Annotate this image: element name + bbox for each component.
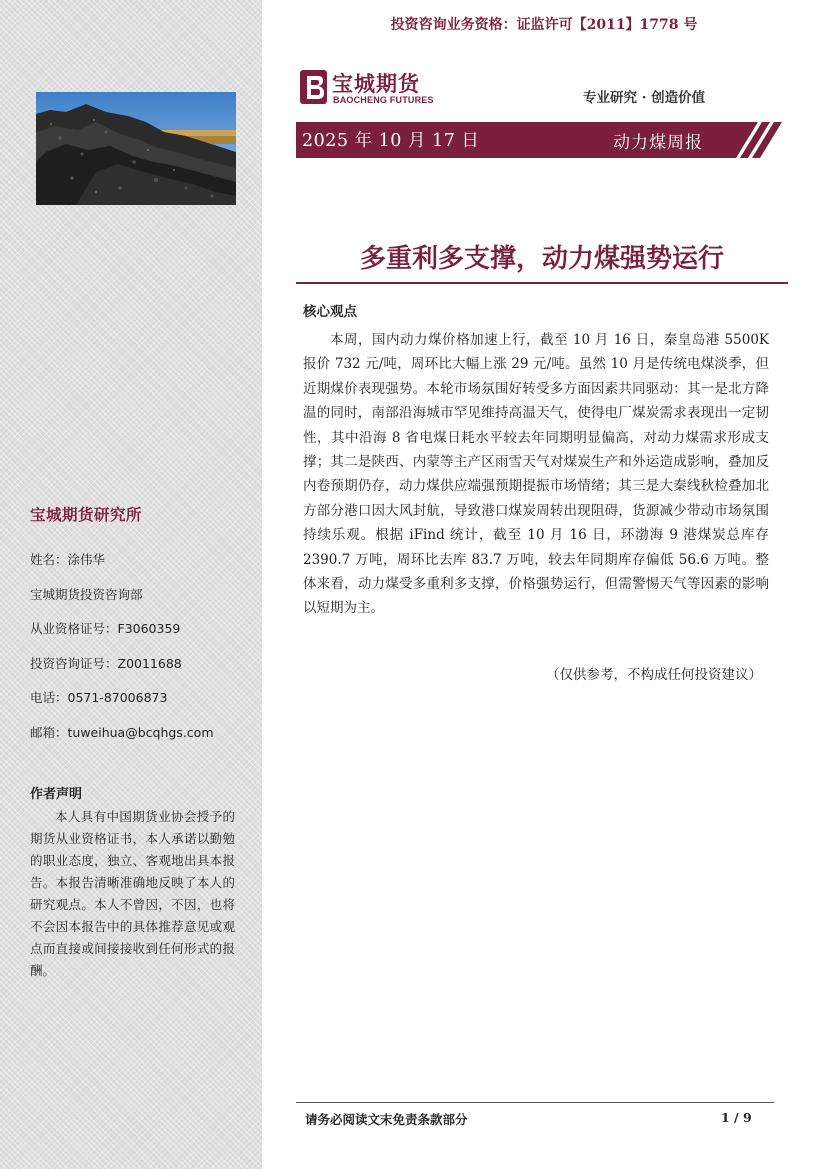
consulting-number: 投资咨询证号：Z0011688: [30, 655, 182, 671]
logo-english: BAOCHENG FUTURES: [333, 95, 434, 105]
disclaimer: （仅供参考，不构成任何投资建议）: [546, 667, 762, 683]
page-number: 1 / 9: [721, 1110, 752, 1125]
footer-note: 请务必阅读文末免责条款部分: [305, 1112, 468, 1127]
core-view-paragraph: 本周，国内动力煤价格加速上行，截至 10 月 16 日，秦皇岛港 5500K 报价 732 元/吨，周环比大幅上涨 29 元/吨。虽然 10 月是传统电煤淡季，但近期煤价表现强势。本轮市场氛围好转受多方面因素共同驱动：其一是北方降温的同时，南部沿海城市罕见维持高温天气，使得电厂煤炭需求表现出一定韧性，其中沿海 8 省电煤日耗水平较去年同期明显偏高，对动力煤需求形成支撑；其二是陕西、内蒙等主产区雨雪天气对煤炭生产和外运造成影响，叠加反内卷预期仍存，动力煤供应端强预期提振市场情绪；其三是大秦线秋检叠加北方部分港口因大风封航，导致港口煤炭周转出现阻碍，货源减少带动市场氛围持续乐观。根据 iFind 统计，截至 10 月 16 日，环渤海 9 港煤炭总库存 2390.7 万吨，周环比去库 83.7 万吨，较去年同期库存偏低 56.6 万吨。整体来看，动力煤受多重利多支撑，价格强势运行，但需警惕天气等因素的影响以短期为主。: [303, 332, 769, 617]
company-logo: [300, 68, 440, 110]
department: 宝城期货投资咨询部: [30, 586, 143, 602]
institute-name: 宝城期货研究所: [30, 506, 143, 524]
coal-pile-photo: [36, 92, 236, 205]
phone: 电话：0571-87006873: [30, 690, 168, 705]
baocheng-logo-icon: [300, 68, 328, 106]
report-type: 动力煤周报: [613, 133, 703, 153]
author-name: 姓名：涂伟华: [30, 552, 106, 567]
author-statement-title: 作者声明: [30, 787, 83, 802]
sidebar: [0, 0, 262, 1169]
contact-info: [30, 550, 214, 757]
qualification-number: 从业资格证号：F3060359: [30, 621, 181, 636]
report-date: 2025 年 10 月 17 日: [302, 131, 480, 151]
footer-divider: [296, 1102, 774, 1103]
slogan: 专业研究 · 创造价值: [583, 90, 706, 106]
report-title: 多重利多支撑，动力煤强势运行: [359, 244, 724, 274]
license-line: 投资咨询业务资格：证监许可【2011】1778 号: [390, 17, 698, 33]
section-heading: 核心观点: [303, 304, 357, 320]
email: 邮箱：tuweihua@bcqhgs.com: [30, 724, 214, 740]
report-banner: [296, 122, 786, 158]
author-statement: 本人具有中国期货业协会授予的期货从业资格证书，本人承诺以勤勉的职业态度，独立、客观地出具本报告。本报告清晰准确地反映了本人的研究观点。本人不曾因，不因，也将不会因本报告中的具体推荐意见或观点而直接或间接接收到任何形式的报酬。: [30, 809, 235, 978]
logo-text: 宝城期货: [332, 72, 420, 96]
title-divider: [296, 282, 788, 284]
